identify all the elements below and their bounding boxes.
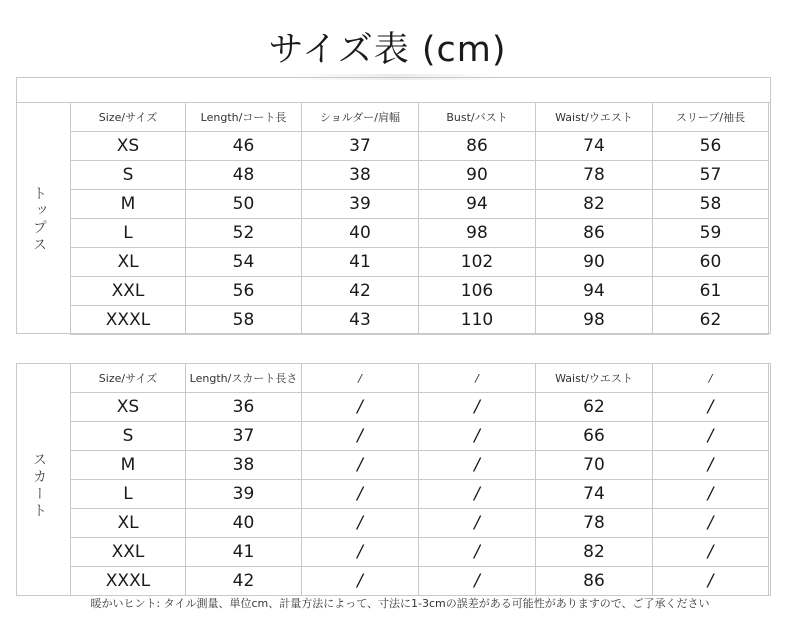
column-header: ショルダー/肩幅 [302,103,419,132]
table-row [71,132,769,161]
size-cell: XXXL [71,567,186,596]
size-cell: XS [71,132,186,161]
measurement-cell: 74 [536,132,653,161]
size-cell: XL [71,248,186,277]
measurement-cell: / [302,509,419,538]
column-header: / [419,364,536,393]
measurement-cell: 62 [653,306,769,335]
measurement-cell: / [419,538,536,567]
measurement-cell: 37 [186,422,302,451]
measurement-cell: 42 [186,567,302,596]
skirt-size-table [70,363,769,596]
column-header: Waist/ウエスト [536,103,653,132]
measurement-cell: / [653,509,769,538]
table-row [71,248,769,277]
measurement-cell: 57 [653,161,769,190]
measurement-cell: 61 [653,277,769,306]
measurement-cell: 90 [536,248,653,277]
measurement-cell: / [653,567,769,596]
table-row [71,219,769,248]
measurement-cell: / [419,422,536,451]
size-cell: M [71,190,186,219]
measurement-cell: 86 [536,219,653,248]
tops-size-table [70,102,769,335]
measurement-cell: 50 [186,190,302,219]
table-row [71,277,769,306]
size-cell: XL [71,509,186,538]
measurement-cell: 39 [302,190,419,219]
measurement-cell: / [653,422,769,451]
measurement-cell: 58 [186,306,302,335]
measurement-cell: 78 [536,161,653,190]
measurement-cell: 43 [302,306,419,335]
column-header: / [302,364,419,393]
measurement-cell: / [302,567,419,596]
measurement-cell: 94 [536,277,653,306]
measurement-cell: 60 [653,248,769,277]
measurement-cell: 46 [186,132,302,161]
table-row [71,190,769,219]
measurement-cell: / [653,451,769,480]
size-cell: S [71,422,186,451]
size-cell: XXXL [71,306,186,335]
measurement-cell: 42 [302,277,419,306]
measurement-cell: 78 [536,509,653,538]
measurement-cell: 94 [419,190,536,219]
measurement-cell: 40 [302,219,419,248]
measurement-cell: / [653,393,769,422]
measurement-cell: 38 [186,451,302,480]
measurement-cell: 66 [536,422,653,451]
measurement-cell: / [419,567,536,596]
column-header: Size/サイズ [71,364,186,393]
measurement-cell: 37 [302,132,419,161]
table-row [71,451,769,480]
measurement-cell: 59 [653,219,769,248]
measurement-cell: 110 [419,306,536,335]
measurement-cell: / [653,538,769,567]
measurement-cell: 62 [536,393,653,422]
measurement-cell: 36 [186,393,302,422]
measurement-cell: 102 [419,248,536,277]
measurement-cell: / [302,480,419,509]
size-cell: XS [71,393,186,422]
measurement-cell: / [419,451,536,480]
measurement-cell: 90 [419,161,536,190]
measurement-cell: 52 [186,219,302,248]
measurement-cell: 106 [419,277,536,306]
tops-section-label: トップス [31,186,47,254]
measurement-cell: / [419,509,536,538]
measurement-cell: 39 [186,480,302,509]
table-row [71,567,769,596]
measurement-cell: / [302,538,419,567]
table-row [71,306,769,335]
measurement-cell: 41 [302,248,419,277]
table-header-row [71,103,769,132]
page-title: サイズ表 (cm) [268,30,507,70]
skirt-section-label: スカート [31,452,47,520]
measurement-cell: / [653,480,769,509]
table-row [71,509,769,538]
measurement-cell: / [302,422,419,451]
measurement-cell: 70 [536,451,653,480]
size-cell: XXL [71,538,186,567]
measurement-cell: 98 [419,219,536,248]
table-row [71,393,769,422]
measurement-cell: / [302,393,419,422]
column-header: Waist/ウエスト [536,364,653,393]
size-cell: S [71,161,186,190]
size-cell: M [71,451,186,480]
measurement-cell: 82 [536,538,653,567]
table-header-row [71,364,769,393]
measurement-cell: 40 [186,509,302,538]
size-cell: XXL [71,277,186,306]
measurement-cell: 38 [302,161,419,190]
column-header: / [653,364,769,393]
size-cell: L [71,219,186,248]
measurement-cell: 54 [186,248,302,277]
column-header: スリーブ/袖長 [653,103,769,132]
measurement-cell: 74 [536,480,653,509]
table-row [71,480,769,509]
measurement-cell: 86 [419,132,536,161]
measurement-cell: 56 [186,277,302,306]
measurement-cell: 41 [186,538,302,567]
measurement-cell: 56 [653,132,769,161]
tops-top-band [17,78,770,103]
column-header: Size/サイズ [71,103,186,132]
size-cell: L [71,480,186,509]
table-row [71,538,769,567]
table-row [71,422,769,451]
measurement-cell: 98 [536,306,653,335]
measurement-cell: 82 [536,190,653,219]
measurement-cell: 86 [536,567,653,596]
measurement-cell: / [419,393,536,422]
measurement-cell: / [419,480,536,509]
measurement-cell: 48 [186,161,302,190]
column-header: Length/スカート長さ [186,364,302,393]
measurement-cell: / [302,451,419,480]
measurement-cell: 58 [653,190,769,219]
table-row [71,161,769,190]
column-header: Bust/バスト [419,103,536,132]
column-header: Length/コート長 [186,103,302,132]
measurement-note: 暖かいヒント: タイル測量、単位cm、計量方法によって、寸法に1-3cmの誤差がある可能性がありますので、ご了承ください [90,597,710,610]
